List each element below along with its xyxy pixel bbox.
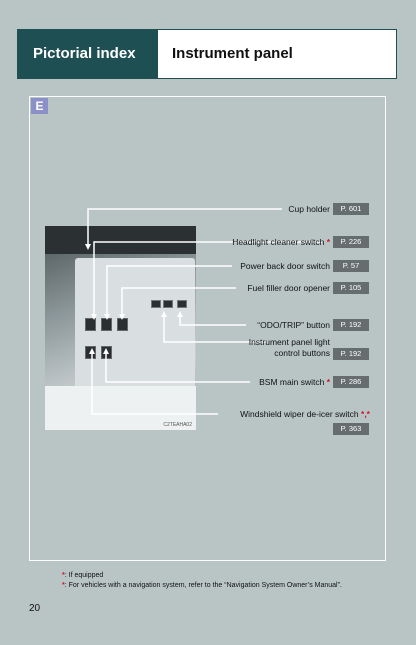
callout-panel-light: Instrument panel light control buttons <box>248 337 330 358</box>
callout-odo-trip: “ODO/TRIP” button <box>257 320 330 330</box>
callout-cup-holder: Cup holder <box>288 204 330 214</box>
leader-bsm <box>106 350 250 382</box>
page-number: 20 <box>29 603 41 614</box>
callout-headlight-cleaner: Headlight cleaner switch * <box>232 237 330 247</box>
section-title: Pictorial index <box>18 30 158 78</box>
callout-power-back-door: Power back door switch <box>240 261 330 271</box>
ref-cup-holder: P. 601 <box>333 203 369 215</box>
equipped-star: * <box>326 377 330 387</box>
ref-bsm-main: P. 286 <box>333 376 369 388</box>
callout-fuel-filler: Fuel filler door opener <box>247 283 330 293</box>
footnote-if-equipped: *: If equipped <box>62 572 104 579</box>
equipped-star: *,* <box>361 409 370 419</box>
ref-fuel-filler: P. 105 <box>333 282 369 294</box>
ref-power-back-door: P. 57 <box>333 260 369 272</box>
ref-odo-trip: P. 192 <box>333 319 369 331</box>
section-badge: E <box>31 98 48 114</box>
leader-power-back-door <box>107 266 232 318</box>
footnote-navigation: *: For vehicles with a navigation system, refer to the “Navigation System Owner’s Manual”. <box>62 582 342 589</box>
ref-panel-light: P. 192 <box>333 348 369 360</box>
equipped-star: * <box>326 237 330 247</box>
ref-headlight-cleaner: P. 226 <box>333 236 369 248</box>
leader-headlight-cleaner <box>94 242 322 318</box>
callout-bsm-main: BSM main switch * <box>259 377 330 387</box>
page-title: Instrument panel <box>172 45 293 62</box>
leader-odo-trip <box>180 313 246 325</box>
ref-wiper-deicer: P. 363 <box>333 423 369 435</box>
photo-code: C2TEAHA02 <box>163 422 192 428</box>
callout-wiper-deicer: Windshield wiper de-icer switch *,* <box>240 409 370 419</box>
